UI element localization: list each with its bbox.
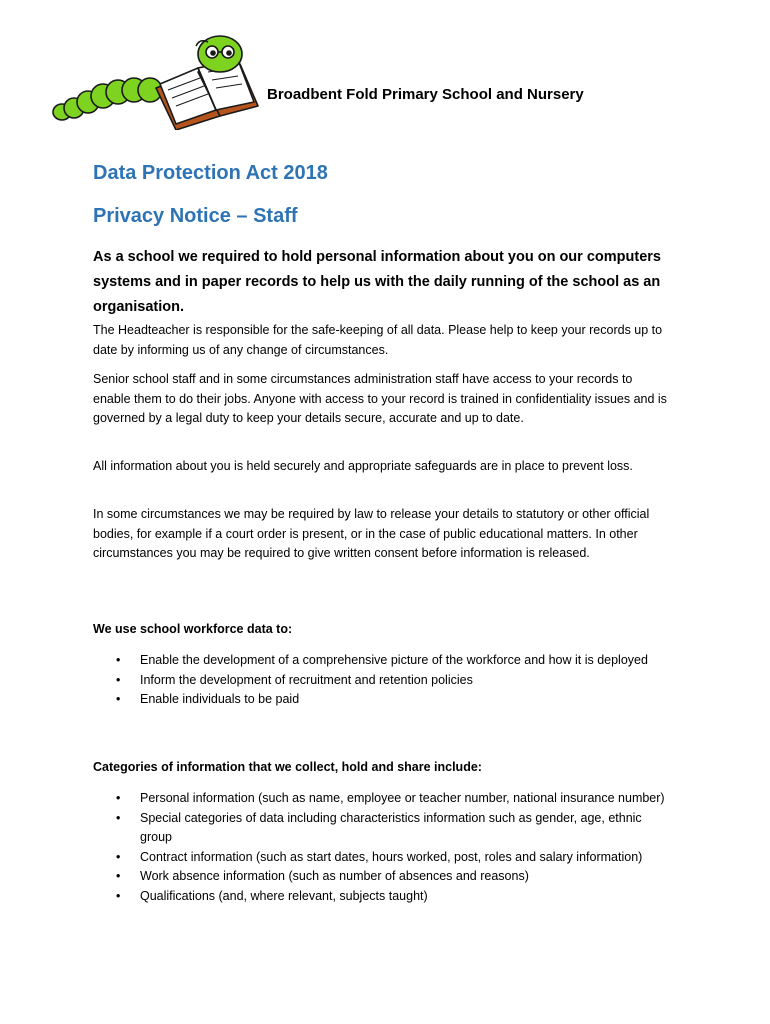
list-item (116, 690, 676, 710)
list-item (116, 867, 676, 887)
paragraph-security: All information about you is held securely and appropriate safeguards are in place to prevent loss. (93, 459, 633, 473)
list-item-text: Qualifications (and, where relevant, subjects taught) (140, 888, 428, 903)
section-heading-information-categories: Categories of information that we collect, hold and share include: (93, 760, 482, 774)
information-categories-list (116, 789, 676, 906)
list-item (116, 789, 676, 809)
bullet-icon: • (116, 692, 121, 706)
workforce-data-use-list (116, 651, 676, 710)
paragraph-disclosure: In some circumstances we may be required by law to release your details to statutory or other official bodies, for example if a court order is present, or in the case of public educational matters. In other circumstances you may be required to give written consent before information is released. (93, 507, 650, 560)
section-heading-workforce-data-use: We use school workforce data to: (93, 622, 293, 636)
bullet-icon: • (116, 791, 121, 805)
list-item-text: Personal information (such as name, employee or teacher number, national insurance number) (140, 791, 665, 805)
list-item-text: Inform the development of recruitment and retention policies (140, 672, 473, 687)
paragraph-headteacher: The Headteacher is responsible for the safe-keeping of all data. Please help to keep your records up to date by informing us of any change of circumstances. (93, 323, 663, 357)
list-item-text: Contract information (such as start dates, hours worked, post, roles and salary information) (140, 849, 643, 864)
school-name: Broadbent Fold Primary School and Nursery (267, 86, 584, 103)
list-item (116, 848, 676, 868)
list-item (116, 809, 676, 848)
bullet-icon: • (116, 849, 121, 864)
document-subtitle: Privacy Notice – Staff (93, 205, 298, 227)
document-title: Data Protection Act 2018 (93, 162, 328, 184)
list-item (116, 651, 676, 671)
bullet-icon: • (116, 888, 121, 903)
list-item (116, 887, 676, 907)
intro-statement: As a school we required to hold personal information about you on our computers systems and in paper records to help us with the daily running of the school as an organisation. (93, 249, 661, 315)
bullet-icon: • (116, 672, 121, 687)
list-item-text: Special categories of data including characteristics information such as gender, age, ethnic group (140, 810, 642, 844)
bullet-icon: • (116, 653, 121, 667)
bullet-icon: • (116, 810, 121, 825)
list-item-text: Enable the development of a comprehensive picture of the workforce and how it is deployed (140, 653, 648, 667)
bookworm-reading-book-icon (48, 30, 268, 130)
paragraph-staff-access: Senior school staff and in some circumstances administration staff have access to your records to enable them to do their jobs. Anyone with access to your record is trained in confidentiality issues and is governed by a legal duty to keep your details secure, accurate and up to date. (93, 372, 667, 425)
list-item (116, 671, 676, 691)
list-item-text: Work absence information (such as number of absences and reasons) (140, 869, 529, 883)
bullet-icon: • (116, 869, 121, 883)
list-item-text: Enable individuals to be paid (140, 692, 300, 706)
